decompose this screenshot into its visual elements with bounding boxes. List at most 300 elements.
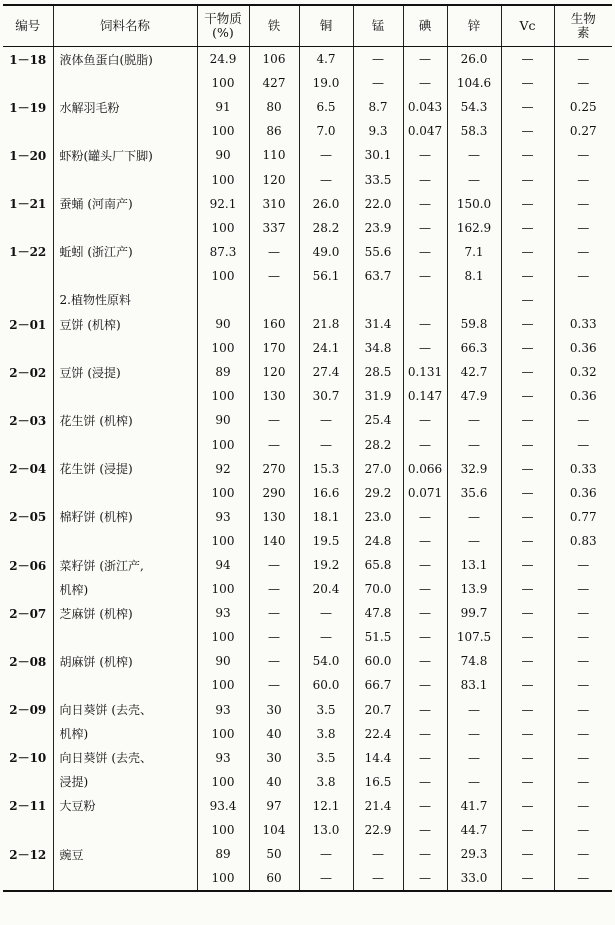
table-row: [3, 601, 612, 625]
biotin-cell: —: [554, 698, 612, 722]
copper-cell: —: [299, 433, 353, 457]
id-cell: [3, 288, 53, 312]
dry-matter-cell: 100: [197, 264, 249, 288]
vc-cell: —: [501, 71, 554, 95]
manganese-cell: 22.4: [353, 722, 403, 746]
iodine-cell: —: [403, 336, 447, 360]
copper-cell: 3.5: [299, 698, 353, 722]
copper-cell: 7.0: [299, 119, 353, 143]
copper-cell: 16.6: [299, 481, 353, 505]
vc-cell: —: [501, 336, 554, 360]
manganese-cell: 20.7: [353, 698, 403, 722]
name-cell: [53, 625, 197, 649]
copper-cell: 3.8: [299, 722, 353, 746]
name-cell: 豆饼 (浸提): [53, 360, 197, 384]
vc-cell: —: [501, 673, 554, 697]
id-cell: 1－22: [9, 245, 47, 260]
zinc-cell: 150.0: [447, 192, 501, 216]
vc-cell: —: [501, 360, 554, 384]
id-cell: [3, 433, 53, 457]
biotin-cell: 0.36: [554, 336, 612, 360]
iron-cell: 130: [249, 505, 299, 529]
id-cell: 1－20: [9, 148, 47, 163]
dry-matter-cell: 100: [197, 384, 249, 408]
zinc-cell: 35.6: [447, 481, 501, 505]
vc-cell: —: [501, 866, 554, 891]
vc-cell: —: [501, 192, 554, 216]
table-row: [3, 746, 612, 770]
iron-cell: 97: [249, 794, 299, 818]
copper-cell: [299, 288, 353, 312]
zinc-cell: 83.1: [447, 673, 501, 697]
zinc-cell: 32.9: [447, 457, 501, 481]
col-dry-matter-header: 干物质 (%): [197, 5, 249, 47]
vc-cell: —: [501, 288, 554, 312]
feed-mineral-table: [3, 4, 612, 892]
biotin-cell: 0.36: [554, 481, 612, 505]
dry-matter-cell: 100: [197, 770, 249, 794]
manganese-cell: 24.8: [353, 529, 403, 553]
biotin-cell: —: [554, 240, 612, 264]
id-cell: [3, 770, 53, 794]
id-cell: [3, 264, 53, 288]
zinc-cell: —: [447, 408, 501, 432]
iron-cell: 427: [249, 71, 299, 95]
zinc-cell: 58.3: [447, 119, 501, 143]
vc-cell: —: [501, 167, 554, 191]
iron-cell: 30: [249, 698, 299, 722]
manganese-cell: 14.4: [353, 746, 403, 770]
zinc-cell: 107.5: [447, 625, 501, 649]
name-cell: [53, 336, 197, 360]
zinc-cell: —: [447, 529, 501, 553]
dry-matter-cell: 90: [197, 408, 249, 432]
biotin-cell: —: [554, 433, 612, 457]
biotin-cell: —: [554, 167, 612, 191]
zinc-cell: 99.7: [447, 601, 501, 625]
zinc-cell: 47.9: [447, 384, 501, 408]
copper-cell: —: [299, 842, 353, 866]
zinc-cell: [447, 288, 501, 312]
copper-cell: 3.8: [299, 770, 353, 794]
manganese-cell: 22.0: [353, 192, 403, 216]
manganese-cell: —: [353, 47, 403, 72]
iron-cell: 310: [249, 192, 299, 216]
table-row: [3, 95, 612, 119]
vc-cell: —: [501, 384, 554, 408]
iron-cell: 120: [249, 167, 299, 191]
iron-cell: 50: [249, 842, 299, 866]
dry-matter-cell: 92: [197, 457, 249, 481]
biotin-cell: —: [554, 770, 612, 794]
name-cell: [53, 433, 197, 457]
iodine-cell: —: [403, 601, 447, 625]
copper-cell: 28.2: [299, 216, 353, 240]
id-cell: 2－05: [9, 510, 47, 525]
col-copper-header: 铜: [299, 5, 353, 47]
vc-cell: —: [501, 95, 554, 119]
table-row: [3, 529, 612, 553]
biotin-cell: —: [554, 553, 612, 577]
col-iodine-header: 碘: [403, 5, 447, 47]
manganese-cell: 8.7: [353, 95, 403, 119]
name-cell: 豌豆: [53, 842, 197, 866]
manganese-cell: 28.2: [353, 433, 403, 457]
id-cell: 2－10: [9, 751, 47, 766]
dry-matter-cell: 100: [197, 866, 249, 891]
manganese-cell: 55.6: [353, 240, 403, 264]
zinc-cell: 59.8: [447, 312, 501, 336]
manganese-cell: 23.9: [353, 216, 403, 240]
zinc-cell: 33.0: [447, 866, 501, 891]
id-cell: 1－21: [9, 197, 47, 212]
table-row: [3, 794, 612, 818]
biotin-cell: —: [554, 264, 612, 288]
copper-cell: 19.5: [299, 529, 353, 553]
id-cell: 2－12: [9, 847, 47, 862]
iodine-cell: —: [403, 433, 447, 457]
manganese-cell: 23.0: [353, 505, 403, 529]
dry-matter-cell: 93: [197, 698, 249, 722]
biotin-cell: 0.33: [554, 312, 612, 336]
iodine-cell: —: [403, 794, 447, 818]
dry-matter-cell: 94: [197, 553, 249, 577]
table-row: [3, 71, 612, 95]
name-cell: 水解羽毛粉: [53, 95, 197, 119]
id-cell: 2－08: [9, 654, 47, 669]
copper-cell: 24.1: [299, 336, 353, 360]
dry-matter-cell: 100: [197, 722, 249, 746]
id-cell: 2－06: [9, 558, 47, 573]
vc-cell: —: [501, 143, 554, 167]
iron-cell: 337: [249, 216, 299, 240]
table-row: [3, 312, 612, 336]
dry-matter-cell: 100: [197, 336, 249, 360]
name-cell: [53, 264, 197, 288]
table-row: [3, 336, 612, 360]
manganese-cell: 28.5: [353, 360, 403, 384]
iron-cell: [249, 288, 299, 312]
copper-cell: 54.0: [299, 649, 353, 673]
iodine-cell: —: [403, 312, 447, 336]
iron-cell: 140: [249, 529, 299, 553]
id-cell: [3, 818, 53, 842]
dry-matter-cell: 100: [197, 167, 249, 191]
table-row: [3, 673, 612, 697]
biotin-cell: 0.25: [554, 95, 612, 119]
id-cell: 2－01: [9, 317, 47, 332]
iron-cell: 30: [249, 746, 299, 770]
table-row: [3, 47, 612, 72]
zinc-cell: —: [447, 433, 501, 457]
manganese-cell: 25.4: [353, 408, 403, 432]
iodine-cell: —: [403, 216, 447, 240]
copper-cell: 60.0: [299, 673, 353, 697]
name-cell: 菜籽饼 (浙江产,: [53, 553, 197, 577]
copper-cell: 19.2: [299, 553, 353, 577]
dry-matter-cell: 90: [197, 649, 249, 673]
name-cell: [53, 529, 197, 553]
biotin-cell: —: [554, 625, 612, 649]
copper-cell: 15.3: [299, 457, 353, 481]
manganese-cell: 34.8: [353, 336, 403, 360]
manganese-cell: 60.0: [353, 649, 403, 673]
vc-cell: —: [501, 529, 554, 553]
vc-cell: —: [501, 119, 554, 143]
biotin-cell: —: [554, 794, 612, 818]
name-cell: 机榨): [53, 577, 197, 601]
dry-matter-cell: 100: [197, 119, 249, 143]
name-cell: [53, 818, 197, 842]
id-cell: [3, 216, 53, 240]
dry-matter-cell: [197, 288, 249, 312]
iron-cell: —: [249, 553, 299, 577]
copper-cell: 49.0: [299, 240, 353, 264]
manganese-cell: [353, 288, 403, 312]
iodine-cell: —: [403, 673, 447, 697]
name-cell: [53, 216, 197, 240]
iron-cell: 160: [249, 312, 299, 336]
table-row: [3, 143, 612, 167]
manganese-cell: 51.5: [353, 625, 403, 649]
table-row: [3, 433, 612, 457]
table-row: [3, 505, 612, 529]
biotin-cell: —: [554, 649, 612, 673]
zinc-cell: 162.9: [447, 216, 501, 240]
manganese-cell: 65.8: [353, 553, 403, 577]
copper-cell: 6.5: [299, 95, 353, 119]
zinc-cell: 42.7: [447, 360, 501, 384]
iron-cell: —: [249, 240, 299, 264]
vc-cell: —: [501, 553, 554, 577]
col-feed-name-header: 饲料名称: [53, 5, 197, 47]
vc-cell: —: [501, 216, 554, 240]
id-cell: [3, 71, 53, 95]
name-cell: 虾粉(罐头厂下脚): [53, 143, 197, 167]
table-row: [3, 216, 612, 240]
manganese-cell: 9.3: [353, 119, 403, 143]
name-cell: 蚯蚓 (浙江产): [53, 240, 197, 264]
copper-cell: 19.0: [299, 71, 353, 95]
iron-cell: 270: [249, 457, 299, 481]
zinc-cell: 54.3: [447, 95, 501, 119]
iron-cell: 80: [249, 95, 299, 119]
dry-matter-cell: 93: [197, 601, 249, 625]
biotin-cell: —: [554, 216, 612, 240]
col-iron-header: 铁: [249, 5, 299, 47]
vc-cell: —: [501, 842, 554, 866]
iron-cell: —: [249, 264, 299, 288]
vc-cell: —: [501, 722, 554, 746]
col-id-header: 编号: [3, 5, 53, 47]
table-row: [3, 481, 612, 505]
vc-cell: —: [501, 505, 554, 529]
iodine-cell: —: [403, 553, 447, 577]
name-cell: [53, 167, 197, 191]
copper-cell: 4.7: [299, 47, 353, 72]
dry-matter-cell: 93.4: [197, 794, 249, 818]
dry-matter-cell: 100: [197, 216, 249, 240]
id-cell: 2－09: [9, 703, 47, 718]
zinc-cell: —: [447, 770, 501, 794]
dry-matter-cell: 100: [197, 433, 249, 457]
vc-cell: —: [501, 698, 554, 722]
iodine-cell: —: [403, 529, 447, 553]
name-cell: 豆饼 (机榨): [53, 312, 197, 336]
id-cell: 2－04: [9, 462, 47, 477]
iron-cell: 40: [249, 722, 299, 746]
iron-cell: —: [249, 433, 299, 457]
id-cell: 2－03: [9, 413, 47, 428]
manganese-cell: 31.4: [353, 312, 403, 336]
table-row: [3, 264, 612, 288]
dry-matter-cell: 89: [197, 842, 249, 866]
zinc-cell: 13.1: [447, 553, 501, 577]
iron-cell: 104: [249, 818, 299, 842]
dry-matter-cell: 91: [197, 95, 249, 119]
zinc-cell: 7.1: [447, 240, 501, 264]
id-cell: [3, 119, 53, 143]
iodine-cell: —: [403, 192, 447, 216]
vc-cell: —: [501, 794, 554, 818]
copper-cell: 21.8: [299, 312, 353, 336]
iodine-cell: 0.066: [403, 457, 447, 481]
vc-cell: —: [501, 770, 554, 794]
table-row: [3, 167, 612, 191]
id-cell: 2－02: [9, 365, 47, 380]
iron-cell: 120: [249, 360, 299, 384]
dry-matter-cell: 100: [197, 529, 249, 553]
biotin-cell: —: [554, 673, 612, 697]
iodine-cell: —: [403, 770, 447, 794]
copper-cell: 26.0: [299, 192, 353, 216]
table-row: [3, 818, 612, 842]
dry-matter-cell: 100: [197, 625, 249, 649]
name-cell: 向日葵饼 (去壳、: [53, 698, 197, 722]
copper-cell: 27.4: [299, 360, 353, 384]
table-row: [3, 770, 612, 794]
iodine-cell: —: [403, 866, 447, 891]
dry-matter-cell: 90: [197, 143, 249, 167]
table-row: [3, 649, 612, 673]
col-manganese-header: 锰: [353, 5, 403, 47]
id-cell: [3, 625, 53, 649]
copper-cell: 18.1: [299, 505, 353, 529]
dry-matter-cell: 100: [197, 818, 249, 842]
biotin-cell: —: [554, 143, 612, 167]
name-cell: [53, 71, 197, 95]
name-cell: 芝麻饼 (机榨): [53, 601, 197, 625]
biotin-cell: 0.36: [554, 384, 612, 408]
vc-cell: —: [501, 433, 554, 457]
vc-cell: —: [501, 312, 554, 336]
zinc-cell: 66.3: [447, 336, 501, 360]
biotin-cell: 0.77: [554, 505, 612, 529]
biotin-cell: 0.33: [554, 457, 612, 481]
iron-cell: 130: [249, 384, 299, 408]
copper-cell: 13.0: [299, 818, 353, 842]
table-row: [3, 553, 612, 577]
zinc-cell: 26.0: [447, 47, 501, 72]
iodine-cell: —: [403, 722, 447, 746]
id-cell: 1－19: [9, 100, 47, 115]
zinc-cell: 8.1: [447, 264, 501, 288]
iodine-cell: 0.147: [403, 384, 447, 408]
copper-cell: 56.1: [299, 264, 353, 288]
iodine-cell: —: [403, 264, 447, 288]
table-header: [3, 5, 612, 47]
name-cell: 2.植物性原料: [53, 288, 197, 312]
col-biotin-header: 生物 素: [554, 5, 612, 47]
id-cell: 1－18: [9, 52, 47, 67]
biotin-cell: —: [554, 722, 612, 746]
name-cell: 液体鱼蛋白(脱脂): [53, 47, 197, 72]
name-cell: 蚕蛹 (河南产): [53, 192, 197, 216]
iodine-cell: 0.047: [403, 119, 447, 143]
id-cell: [3, 167, 53, 191]
manganese-cell: 70.0: [353, 577, 403, 601]
id-cell: [3, 529, 53, 553]
iodine-cell: —: [403, 842, 447, 866]
copper-cell: 20.4: [299, 577, 353, 601]
iodine-cell: —: [403, 71, 447, 95]
table-row: [3, 457, 612, 481]
dry-matter-cell: 24.9: [197, 47, 249, 72]
manganese-cell: —: [353, 842, 403, 866]
iron-cell: 290: [249, 481, 299, 505]
table-row: [3, 625, 612, 649]
name-cell: [53, 384, 197, 408]
iron-cell: —: [249, 649, 299, 673]
manganese-cell: 22.9: [353, 818, 403, 842]
name-cell: 棉籽饼 (机榨): [53, 505, 197, 529]
iron-cell: —: [249, 577, 299, 601]
manganese-cell: 63.7: [353, 264, 403, 288]
table-row: [3, 360, 612, 384]
zinc-cell: —: [447, 698, 501, 722]
copper-cell: 3.5: [299, 746, 353, 770]
iron-cell: 110: [249, 143, 299, 167]
zinc-cell: 104.6: [447, 71, 501, 95]
dry-matter-cell: 93: [197, 746, 249, 770]
iodine-cell: 0.043: [403, 95, 447, 119]
vc-cell: —: [501, 457, 554, 481]
iodine-cell: —: [403, 698, 447, 722]
copper-cell: —: [299, 601, 353, 625]
manganese-cell: 30.1: [353, 143, 403, 167]
name-cell: 大豆粉: [53, 794, 197, 818]
dry-matter-cell: 93: [197, 505, 249, 529]
manganese-cell: —: [353, 71, 403, 95]
table-row: [3, 240, 612, 264]
id-cell: [3, 577, 53, 601]
iron-cell: —: [249, 625, 299, 649]
iron-cell: —: [249, 673, 299, 697]
vc-cell: —: [501, 649, 554, 673]
id-cell: [3, 866, 53, 891]
dry-matter-cell: 89: [197, 360, 249, 384]
iodine-cell: —: [403, 167, 447, 191]
id-cell: 2－11: [9, 799, 47, 814]
id-cell: 2－07: [9, 606, 47, 621]
name-cell: [53, 866, 197, 891]
vc-cell: —: [501, 481, 554, 505]
table-row: [3, 408, 612, 432]
biotin-cell: [554, 288, 612, 312]
copper-cell: —: [299, 866, 353, 891]
name-cell: [53, 673, 197, 697]
iodine-cell: —: [403, 818, 447, 842]
